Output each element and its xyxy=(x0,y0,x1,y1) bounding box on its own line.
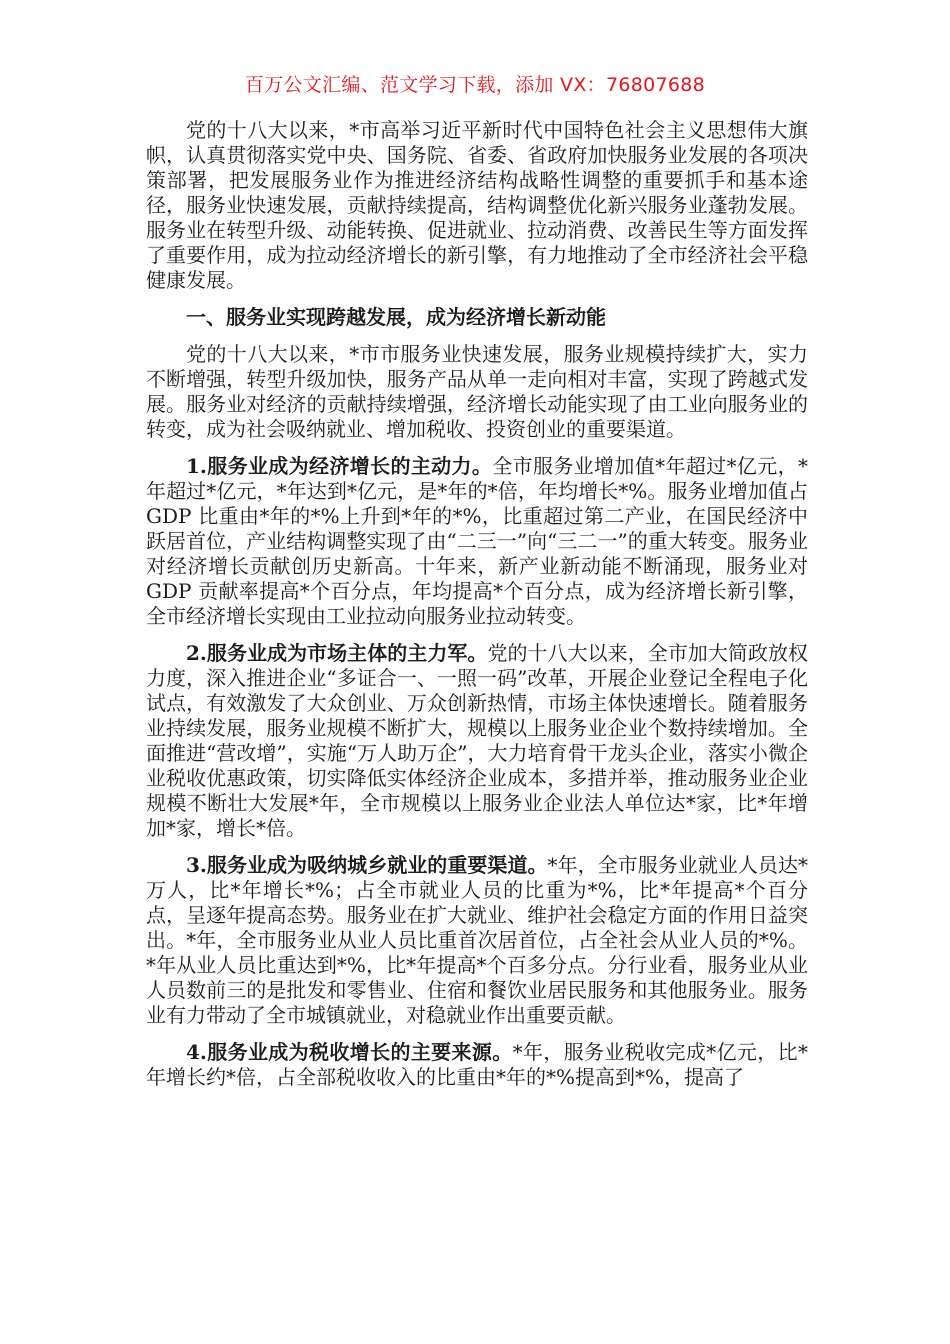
intro-paragraph: 党的十八大以来，*市高举习近平新时代中国特色社会主义思想伟大旗帜，认真贯彻落实党中央、国务院、省委、省政府加快服务业发展的各项决策部署，把发展服务业作为推进经济结构战略性调整的重要抓手和基本途径，服务业快速发展，贡献持续提高，结构调整优化新兴服务业蓬勃发展。服务业在转型升级、动能转换、促进就业、拉动消费、改善民生等方面发挥了重要作用，成为拉动经济增长的新引擎，有力地推动了全市经济社会平稳健康发展。 xyxy=(146,118,808,292)
item-lead-2: 2.服务业成为市场主体的主力军。 xyxy=(186,641,488,665)
item-text-4: *年，服务业税收完成*亿元，比*年增长约*倍，占全部税收收入的比重由*年的*%提高到*%，提高了 xyxy=(146,1040,809,1089)
document-body xyxy=(146,118,808,1090)
item-paragraph-3 xyxy=(146,853,808,1028)
item-paragraph-2 xyxy=(146,641,808,841)
item-lead-1: 1.服务业成为经济增长的主动力。 xyxy=(186,454,493,478)
item-lead-4: 4.服务业成为税收增长的主要来源。 xyxy=(186,1040,513,1064)
item-text-2: 党的十八大以来，全市加大简政放权力度，深入推进企业“多证合一、一照一码”改革，开展企业登记全程电子化试点，有效激发了大众创业、万众创新热情，市场主体快速增长。随着服务业持续发展，服务业规模不断扩大，规模以上服务业企业个数持续增加。全面推进“营改增”，实施“万人助万企”，大力培育骨干龙头企业，落实小微企业税收优惠政策，切实降低实体经济企业成本，多措并举，推动服务业企业规模不断壮大发展*年，全市规模以上服务业企业法人单位达*家，比*年增加*家，增长*倍。 xyxy=(146,641,808,840)
item-text-1: 全市服务业增加值*年超过*亿元，*年超过*亿元，*年达到*亿元，是*年的*倍，年均增长*%。服务业增加值占 GDP 比重由*年的*%上升到*年的*%，比重超过第二产业，在国民经济中跃居首位，产业结构调整实现了由“二三一”向“三二一”的重大转变。服务业对经济增长贡献创历史新高。十年来，新产业新动能不断涌现，服务业对 GDP 贡献率提高*个百分点，年均提高*个百分点，成为经济增长新引擎，全市经济增长实现由工业拉动向服务业拉动转变。 xyxy=(146,454,808,628)
item-lead-3: 3.服务业成为吸纳城乡就业的重要渠道。 xyxy=(186,853,548,877)
item-text-3: *年，全市服务业就业人员达*万人，比*年增长*%；占全市就业人员的比重为*%，比*年提高*个百分点，呈逐年提高态势。服务业在扩大就业、维护社会稳定方面的作用日益突出。*年，全市服务业从业人员比重首次居首位，占全社会从业人员的*%。*年从业人员比重达到*%，比*年提高*个百多分点。分行业看，服务业从业人员数前三的是批发和零售业、住宿和餐饮业居民服务和其他服务业。服务业有力带动了全市城镇就业，对稳就业作出重要贡献。 xyxy=(146,853,808,1027)
watermark-header: 百万公文汇编、范文学习下载，添加 VX：76807688 xyxy=(244,74,706,96)
section-heading: 一、服务业实现跨越发展，成为经济增长新动能 xyxy=(186,305,606,329)
section-intro-paragraph: 党的十八大以来，*市市服务业快速发展，服务业规模持续扩大，实力不断增强，转型升级加快，服务产品从单一走向相对丰富，实现了跨越式发展。服务业对经济的贡献持续增强，经济增长动能实现了由工业向服务业的转变，成为社会吸纳就业、增加税收、投资创业的重要渠道。 xyxy=(146,342,808,441)
item-paragraph-4 xyxy=(146,1040,808,1090)
item-paragraph-1 xyxy=(146,454,808,629)
